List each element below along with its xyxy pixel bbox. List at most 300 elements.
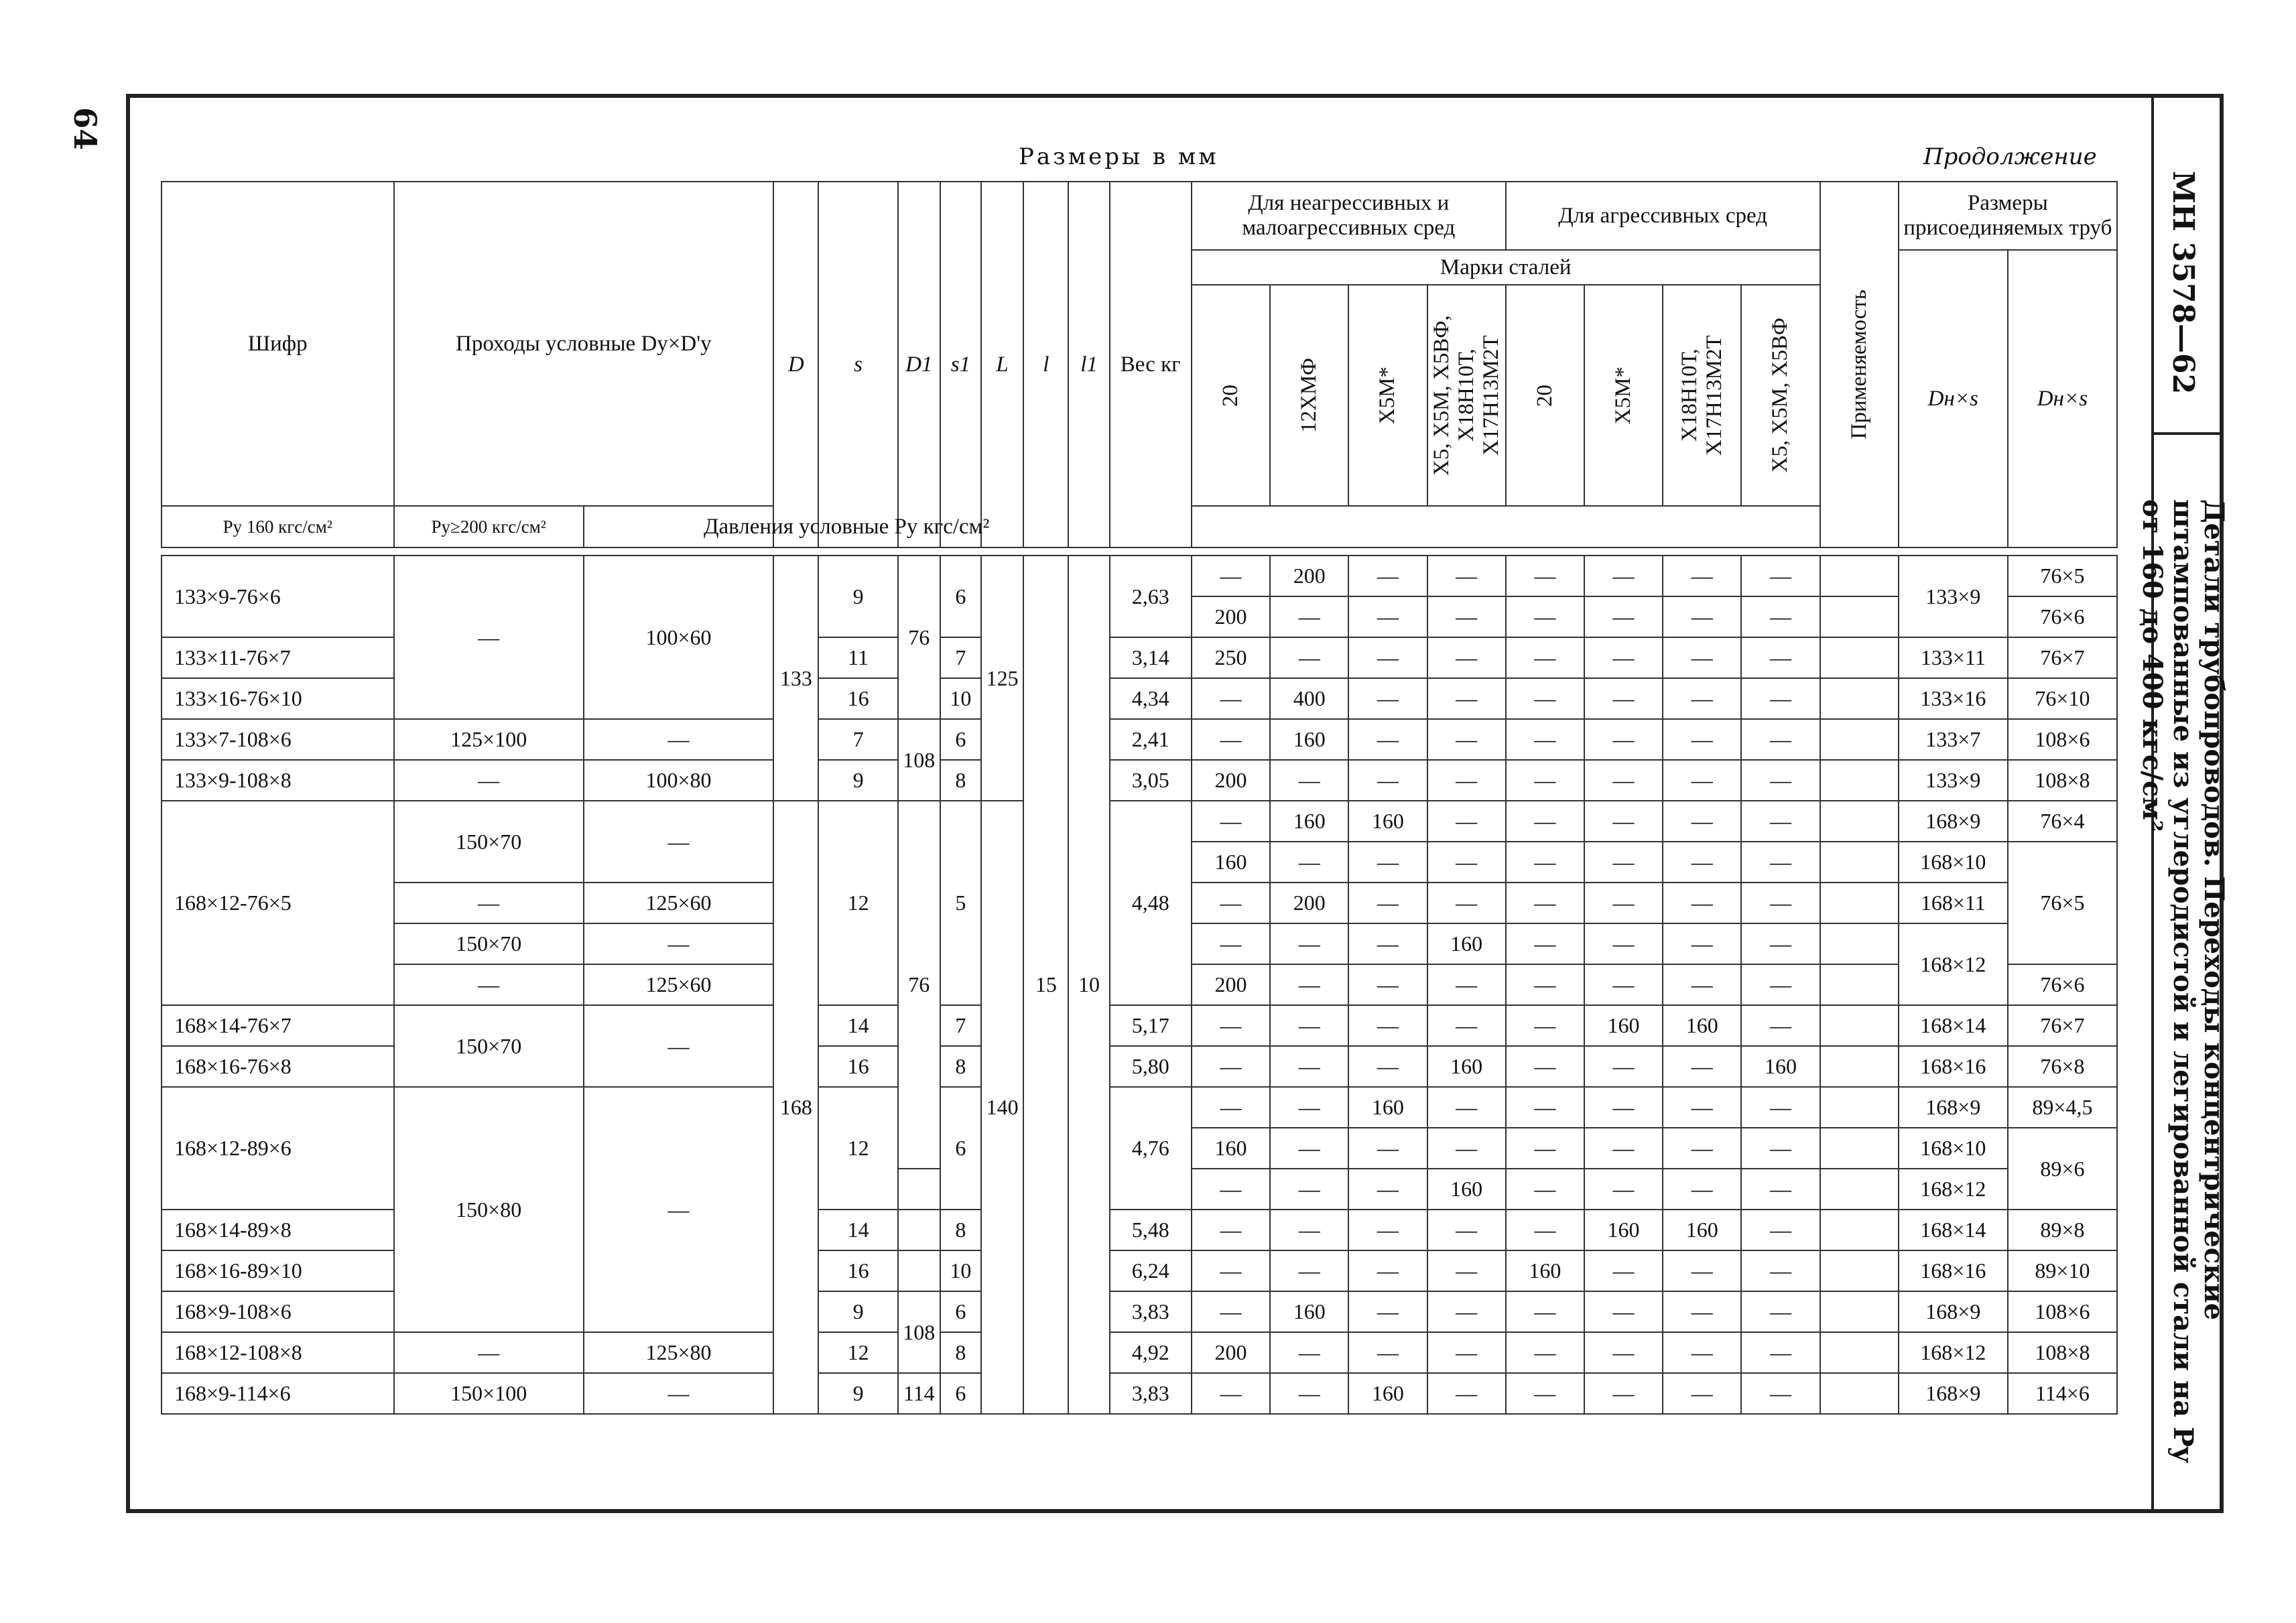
col-s1: s1 xyxy=(940,182,981,547)
cell-pressure: — xyxy=(1663,883,1741,923)
table-row xyxy=(162,801,2117,842)
cell-pressure: — xyxy=(1584,596,1663,637)
cell-pipe-dns: 76×4 xyxy=(2008,801,2117,842)
cell-pressure: 160 xyxy=(1584,1210,1663,1250)
cell-pressure: — xyxy=(1584,1169,1663,1210)
col-s: s xyxy=(818,182,897,547)
cell-p160: 150×100 xyxy=(394,1373,584,1414)
cell-app xyxy=(1820,1046,1899,1087)
cell-s: 12 xyxy=(818,1332,897,1373)
cell-s1: 8 xyxy=(940,760,981,801)
cell-s: 16 xyxy=(818,678,897,719)
col-applicability xyxy=(1820,182,1899,547)
cell-p200: — xyxy=(584,923,773,964)
cell-pipe-dns: 76×5 xyxy=(2008,556,2117,596)
cell-s1: 10 xyxy=(940,678,981,719)
cell-pressure: — xyxy=(1741,637,1820,678)
cell-pressure: — xyxy=(1741,964,1820,1005)
col-pressure: Давления условные Pу кгс/см² xyxy=(584,506,1110,547)
cell-pressure: — xyxy=(1663,1128,1741,1169)
cell-pipe-dn: 168×14 xyxy=(1899,1005,2008,1046)
cell-pressure: — xyxy=(1270,1250,1348,1291)
cell-s1: 5 xyxy=(940,801,981,1005)
cell-s: 7 xyxy=(818,719,897,760)
cell-code: 168×16-76×8 xyxy=(162,1046,394,1087)
cell-pipe-dn: 133×7 xyxy=(1899,719,2008,760)
col-L: L xyxy=(981,182,1023,547)
cell-pressure: — xyxy=(1348,1250,1427,1291)
cell-weight: 4,76 xyxy=(1110,1087,1192,1210)
cell-pressure: — xyxy=(1663,760,1741,801)
cell-pressure: — xyxy=(1741,596,1820,637)
cell-pressure: — xyxy=(1506,801,1584,842)
cell-s: 16 xyxy=(818,1046,897,1087)
cell-p160: — xyxy=(394,760,584,801)
cell-p200: 125×60 xyxy=(584,883,773,923)
cell-s1: 7 xyxy=(940,1005,981,1046)
cell-D1: 108 xyxy=(898,1291,940,1373)
cell-pressure: — xyxy=(1192,719,1270,760)
cell-pressure: — xyxy=(1270,1210,1348,1250)
cell-code: 168×9-108×6 xyxy=(162,1291,394,1332)
cell-pressure: — xyxy=(1584,964,1663,1005)
cell-pressure: 160 xyxy=(1741,1046,1820,1087)
cell-weight: 6,24 xyxy=(1110,1250,1192,1291)
cell-pipe-dn: 133×16 xyxy=(1899,678,2008,719)
cell-pressure: — xyxy=(1192,1169,1270,1210)
cell-s1: 6 xyxy=(940,556,981,637)
cell-app xyxy=(1820,637,1899,678)
cell-pressure: — xyxy=(1741,1005,1820,1046)
col-py160: Pу 160 кгс/см² xyxy=(162,506,394,547)
cell-pressure: — xyxy=(1741,1210,1820,1250)
cell-s: 9 xyxy=(818,1291,897,1332)
cell-s: 14 xyxy=(818,1210,897,1250)
cell-p160: 125×100 xyxy=(394,719,584,760)
cell-pressure: — xyxy=(1348,883,1427,923)
cell-pipe-dn: 168×12 xyxy=(1899,1169,2008,1210)
cell-code: 168×14-76×7 xyxy=(162,1005,394,1046)
cell-pressure: 160 xyxy=(1663,1005,1741,1046)
cell-pressure: 160 xyxy=(1427,1046,1506,1087)
cell-pressure: — xyxy=(1741,1169,1820,1210)
cell-app xyxy=(1820,1250,1899,1291)
cell-s1: 7 xyxy=(940,637,981,678)
cell-s: 16 xyxy=(818,1250,897,1291)
grade-label: 20 xyxy=(1532,384,1557,407)
cell-pipe-dn: 168×9 xyxy=(1899,1373,2008,1414)
cell-pipe-dn: 168×12 xyxy=(1899,923,2008,1005)
cell-pressure: — xyxy=(1663,1169,1741,1210)
cell-pressure: — xyxy=(1192,1291,1270,1332)
cell-pressure: — xyxy=(1270,1128,1348,1169)
cell-pressure: — xyxy=(1270,923,1348,964)
cell-app xyxy=(1820,719,1899,760)
cell-pipe-dn: 168×9 xyxy=(1899,1291,2008,1332)
cell-app xyxy=(1820,923,1899,964)
cell-s1: 8 xyxy=(940,1332,981,1373)
cell-weight: 5,17 xyxy=(1110,1005,1192,1046)
cell-pressure: — xyxy=(1348,923,1427,964)
cell-D1: 108 xyxy=(898,719,940,801)
cell-weight: 2,63 xyxy=(1110,556,1192,637)
cell-D1 xyxy=(898,1210,940,1250)
cell-pressure: — xyxy=(1427,760,1506,801)
cell-pressure: 160 xyxy=(1348,801,1427,842)
col-D1: D1 xyxy=(898,182,940,547)
cell-pressure: — xyxy=(1506,1128,1584,1169)
table-row xyxy=(162,760,2117,801)
cell-pressure: — xyxy=(1663,556,1741,596)
cell-pressure: — xyxy=(1584,842,1663,883)
cell-pipe-dns: 76×6 xyxy=(2008,964,2117,1005)
cell-app xyxy=(1820,842,1899,883)
cell-pressure: 160 xyxy=(1427,1169,1506,1210)
cell-code: 168×12-76×5 xyxy=(162,801,394,1005)
cell-p160: 150×70 xyxy=(394,1005,584,1087)
cell-pressure: 160 xyxy=(1270,801,1348,842)
cell-pipe-dn: 133×9 xyxy=(1899,760,2008,801)
cell-code: 168×12-108×8 xyxy=(162,1332,394,1373)
cell-pressure: — xyxy=(1427,719,1506,760)
grade-label: 12ХМФ xyxy=(1297,358,1322,433)
cell-l: 15 xyxy=(1023,556,1068,1414)
cell-pressure: — xyxy=(1270,596,1348,637)
cell-pressure: — xyxy=(1427,678,1506,719)
cell-pressure: — xyxy=(1663,719,1741,760)
grade-header xyxy=(1270,285,1348,506)
cell-pressure: — xyxy=(1506,1210,1584,1250)
cell-pressure: — xyxy=(1663,964,1741,1005)
cell-s1: 6 xyxy=(940,719,981,760)
cell-pressure: — xyxy=(1741,883,1820,923)
cell-pressure: — xyxy=(1270,842,1348,883)
grade-label: Х5, Х5М, Х5ВФ xyxy=(1768,318,1793,473)
cell-s1: 8 xyxy=(940,1046,981,1087)
grade-label: 20 xyxy=(1218,384,1242,407)
cell-pressure: 160 xyxy=(1270,719,1348,760)
cell-pressure: — xyxy=(1270,1332,1348,1373)
cell-pressure: — xyxy=(1741,842,1820,883)
continuation-label: Продолжение xyxy=(1923,143,2097,170)
cell-s1: 6 xyxy=(940,1087,981,1210)
cell-pressure: 160 xyxy=(1427,923,1506,964)
cell-pressure: — xyxy=(1741,1128,1820,1169)
cell-pressure: — xyxy=(1348,1005,1427,1046)
cell-pressure: — xyxy=(1192,1005,1270,1046)
cell-pressure: — xyxy=(1663,596,1741,637)
cell-pipe-dns: 108×6 xyxy=(2008,719,2117,760)
cell-pressure: — xyxy=(1192,556,1270,596)
cell-weight: 3,83 xyxy=(1110,1373,1192,1414)
cell-pressure: — xyxy=(1348,1169,1427,1210)
cell-app xyxy=(1820,1210,1899,1250)
cell-p200: 125×60 xyxy=(584,964,773,1005)
cell-pressure: 160 xyxy=(1348,1373,1427,1414)
cell-pressure: — xyxy=(1506,1291,1584,1332)
cell-pipe-dn: 168×10 xyxy=(1899,1128,2008,1169)
cell-pressure: — xyxy=(1506,556,1584,596)
cell-pressure: — xyxy=(1584,678,1663,719)
cell-pressure: — xyxy=(1584,719,1663,760)
cell-pressure: — xyxy=(1663,1291,1741,1332)
cell-p200: — xyxy=(584,801,773,883)
cell-pressure: — xyxy=(1427,556,1506,596)
cell-pressure: — xyxy=(1427,1250,1506,1291)
cell-code: 133×9-76×6 xyxy=(162,556,394,637)
cell-weight: 5,48 xyxy=(1110,1210,1192,1250)
cell-pressure: — xyxy=(1506,1169,1584,1210)
cell-pressure: — xyxy=(1584,1250,1663,1291)
cell-D1: 114 xyxy=(898,1373,940,1414)
cell-pipe-dns: 76×7 xyxy=(2008,637,2117,678)
cell-pressure: — xyxy=(1584,637,1663,678)
cell-pressure: — xyxy=(1506,964,1584,1005)
grade-header xyxy=(1741,285,1820,506)
cell-code: 168×12-89×6 xyxy=(162,1087,394,1210)
cell-p200: 100×80 xyxy=(584,760,773,801)
cell-pipe-dns: 114×6 xyxy=(2008,1373,2117,1414)
cell-pipe-dn: 168×11 xyxy=(1899,883,2008,923)
col-pipe-sizes: Размеры присоединяемых труб xyxy=(1899,182,2117,250)
cell-D: 133 xyxy=(773,556,818,801)
cell-pipe-dn: 168×12 xyxy=(1899,1332,2008,1373)
cell-pressure: — xyxy=(1192,1087,1270,1128)
cell-pressure: 160 xyxy=(1192,1128,1270,1169)
cell-pressure: — xyxy=(1427,1373,1506,1414)
cell-pressure: — xyxy=(1663,1373,1741,1414)
cell-weight: 4,92 xyxy=(1110,1332,1192,1373)
cell-pressure: — xyxy=(1584,1046,1663,1087)
cell-app xyxy=(1820,964,1899,1005)
cell-pressure: 200 xyxy=(1270,556,1348,596)
cell-L: 140 xyxy=(981,801,1023,1414)
cell-s1: 6 xyxy=(940,1373,981,1414)
col-aggressive: Для агрессивных сред xyxy=(1506,182,1820,250)
cell-pressure: — xyxy=(1192,1373,1270,1414)
cell-s1: 10 xyxy=(940,1250,981,1291)
cell-pressure: — xyxy=(1348,760,1427,801)
cell-pipe-dns: 89×10 xyxy=(2008,1250,2117,1291)
cell-p160: 150×70 xyxy=(394,801,584,883)
cell-s1: 8 xyxy=(940,1210,981,1250)
document-title: Детали трубопроводов. Переходы концентрические штампованные из углеродистой и легированной стали на Py от 160 до 400 кгс/см² xyxy=(2136,499,2230,1463)
grade-header xyxy=(1584,285,1663,506)
cell-p160: — xyxy=(394,1332,584,1373)
cell-pressure: — xyxy=(1348,1210,1427,1250)
cell-p160: 150×70 xyxy=(394,923,584,964)
col-passages: Проходы условные Dу×D'у xyxy=(394,182,774,506)
cell-pipe-dns: 89×8 xyxy=(2008,1210,2117,1250)
cell-app xyxy=(1820,596,1899,637)
cell-pipe-dns: 108×8 xyxy=(2008,760,2117,801)
cell-pressure: — xyxy=(1270,1373,1348,1414)
cell-pressure: — xyxy=(1348,1332,1427,1373)
cell-pipe-dns: 76×7 xyxy=(2008,1005,2117,1046)
cell-pipe-dns: 89×4,5 xyxy=(2008,1087,2117,1128)
cell-pressure: — xyxy=(1192,678,1270,719)
cell-D1 xyxy=(898,1250,940,1291)
cell-p160: — xyxy=(394,556,584,719)
cell-pressure: — xyxy=(1584,760,1663,801)
cell-pressure: — xyxy=(1741,923,1820,964)
cell-pressure: — xyxy=(1663,842,1741,883)
cell-pipe-dn: 168×9 xyxy=(1899,801,2008,842)
cell-pressure: 160 xyxy=(1348,1087,1427,1128)
cell-pressure: — xyxy=(1506,1373,1584,1414)
side-divider-tick xyxy=(2151,432,2221,435)
cell-pipe-dns: 76×6 xyxy=(2008,596,2117,637)
frame-border-bottom xyxy=(126,1509,2224,1513)
cell-pressure: — xyxy=(1506,760,1584,801)
cell-pipe-dn: 168×16 xyxy=(1899,1250,2008,1291)
cell-D1 xyxy=(898,1169,940,1210)
cell-D1: 76 xyxy=(898,556,940,719)
grade-header xyxy=(1348,285,1427,506)
cell-pressure: — xyxy=(1270,964,1348,1005)
cell-pressure: — xyxy=(1348,1046,1427,1087)
cell-p200: — xyxy=(584,1373,773,1414)
cell-pressure: — xyxy=(1506,637,1584,678)
cell-pressure: — xyxy=(1584,1291,1663,1332)
cell-code: 168×14-89×8 xyxy=(162,1210,394,1250)
cell-pressure: — xyxy=(1427,637,1506,678)
cell-p200: — xyxy=(584,1005,773,1087)
cell-pressure: — xyxy=(1348,842,1427,883)
cell-weight: 4,48 xyxy=(1110,801,1192,1005)
cell-s: 11 xyxy=(818,637,897,678)
grade-header xyxy=(1506,285,1584,506)
cell-pressure: — xyxy=(1663,1250,1741,1291)
grade-header xyxy=(1663,285,1741,506)
cell-s: 9 xyxy=(818,1373,897,1414)
col-l: l xyxy=(1023,182,1068,547)
cell-pressure: — xyxy=(1741,1250,1820,1291)
cell-pressure: — xyxy=(1663,1087,1741,1128)
cell-pressure: — xyxy=(1584,1128,1663,1169)
cell-pipe-dns: 76×10 xyxy=(2008,678,2117,719)
cell-p200: 100×60 xyxy=(584,556,773,719)
cell-pressure: — xyxy=(1506,883,1584,923)
cell-pressure: — xyxy=(1506,678,1584,719)
col-dns-2: Dн×s xyxy=(2008,250,2117,547)
cell-pressure: 200 xyxy=(1192,964,1270,1005)
cell-app xyxy=(1820,1087,1899,1128)
cell-s: 14 xyxy=(818,1005,897,1046)
cell-app xyxy=(1820,678,1899,719)
cell-app xyxy=(1820,883,1899,923)
table-row xyxy=(162,1332,2117,1373)
cell-pipe-dns: 76×8 xyxy=(2008,1046,2117,1087)
cell-pipe-dn: 168×14 xyxy=(1899,1210,2008,1250)
cell-pressure: — xyxy=(1741,719,1820,760)
cell-app xyxy=(1820,1005,1899,1046)
cell-pressure: — xyxy=(1427,1291,1506,1332)
cell-weight: 5,80 xyxy=(1110,1046,1192,1087)
cell-pressure: — xyxy=(1192,923,1270,964)
cell-pressure: — xyxy=(1348,556,1427,596)
col-l1: l1 xyxy=(1068,182,1109,547)
cell-pressure: 200 xyxy=(1270,883,1348,923)
cell-pressure: — xyxy=(1270,760,1348,801)
cell-pressure: — xyxy=(1584,923,1663,964)
cell-p160: — xyxy=(394,964,584,1005)
cell-pressure: — xyxy=(1741,556,1820,596)
cell-pressure: — xyxy=(1348,1128,1427,1169)
cell-code: 133×16-76×10 xyxy=(162,678,394,719)
cell-app xyxy=(1820,1169,1899,1210)
col-weight: Вес кг xyxy=(1110,182,1192,547)
cell-pressure: 160 xyxy=(1506,1250,1584,1291)
cell-code: 133×9-108×8 xyxy=(162,760,394,801)
cell-pressure: — xyxy=(1663,1332,1741,1373)
dimensions-table xyxy=(161,181,2118,1415)
cell-pressure: — xyxy=(1427,1210,1506,1250)
cell-s: 12 xyxy=(818,1087,897,1210)
cell-pressure: 400 xyxy=(1270,678,1348,719)
cell-pressure: 160 xyxy=(1584,1005,1663,1046)
cell-pressure: — xyxy=(1348,678,1427,719)
cell-pressure: 200 xyxy=(1192,1332,1270,1373)
cell-app xyxy=(1820,1332,1899,1373)
cell-pipe-dn: 168×9 xyxy=(1899,1087,2008,1128)
cell-pressure: — xyxy=(1427,1128,1506,1169)
cell-code: 133×7-108×6 xyxy=(162,719,394,760)
table-row xyxy=(162,1373,2117,1414)
cell-pressure: — xyxy=(1348,964,1427,1005)
grade-label: Х5, Х5М, Х5ВФ, Х18Н10Т, Х17Н13М2Т xyxy=(1429,315,1503,476)
cell-p160: — xyxy=(394,883,584,923)
cell-pressure: 250 xyxy=(1192,637,1270,678)
cell-p200: 125×80 xyxy=(584,1332,773,1373)
cell-s1: 6 xyxy=(940,1291,981,1332)
grade-header xyxy=(1192,285,1270,506)
cell-pipe-dns: 89×6 xyxy=(2008,1128,2117,1210)
cell-pressure: — xyxy=(1506,1087,1584,1128)
col-non-aggressive: Для неагрессивных и малоагрессивных сред xyxy=(1192,182,1506,250)
col-py200: Pу≥200 кгс/см² xyxy=(394,506,584,547)
cell-pressure: — xyxy=(1192,1046,1270,1087)
cell-pressure: — xyxy=(1427,842,1506,883)
sheet-header: Размеры в мм xyxy=(1019,143,1219,170)
col-code: Шифр xyxy=(162,182,394,506)
cell-l1: 10 xyxy=(1068,556,1109,1414)
cell-app xyxy=(1820,1373,1899,1414)
frame-border-left xyxy=(126,94,130,1513)
cell-pressure: — xyxy=(1192,1250,1270,1291)
cell-pressure: — xyxy=(1584,1087,1663,1128)
applicability-label: Применяемость xyxy=(1846,289,1871,440)
cell-D: 168 xyxy=(773,801,818,1414)
grade-label: Х5М* xyxy=(1611,366,1636,425)
cell-code: 133×11-76×7 xyxy=(162,637,394,678)
cell-pressure: — xyxy=(1741,760,1820,801)
cell-pressure: 160 xyxy=(1270,1291,1348,1332)
cell-pressure: — xyxy=(1270,1005,1348,1046)
cell-pressure: — xyxy=(1741,1373,1820,1414)
cell-pressure: — xyxy=(1663,801,1741,842)
cell-pressure: — xyxy=(1427,1332,1506,1373)
cell-pressure: — xyxy=(1427,1087,1506,1128)
cell-app xyxy=(1820,1291,1899,1332)
cell-p160: 150×80 xyxy=(394,1087,584,1332)
cell-s: 9 xyxy=(818,760,897,801)
cell-pipe-dns: 108×6 xyxy=(2008,1291,2117,1332)
cell-pressure: — xyxy=(1741,1291,1820,1332)
grade-label: Х18Н10Т, Х17Н13М2Т xyxy=(1677,335,1726,456)
cell-code: 168×9-114×6 xyxy=(162,1373,394,1414)
table-row xyxy=(162,1087,2117,1128)
